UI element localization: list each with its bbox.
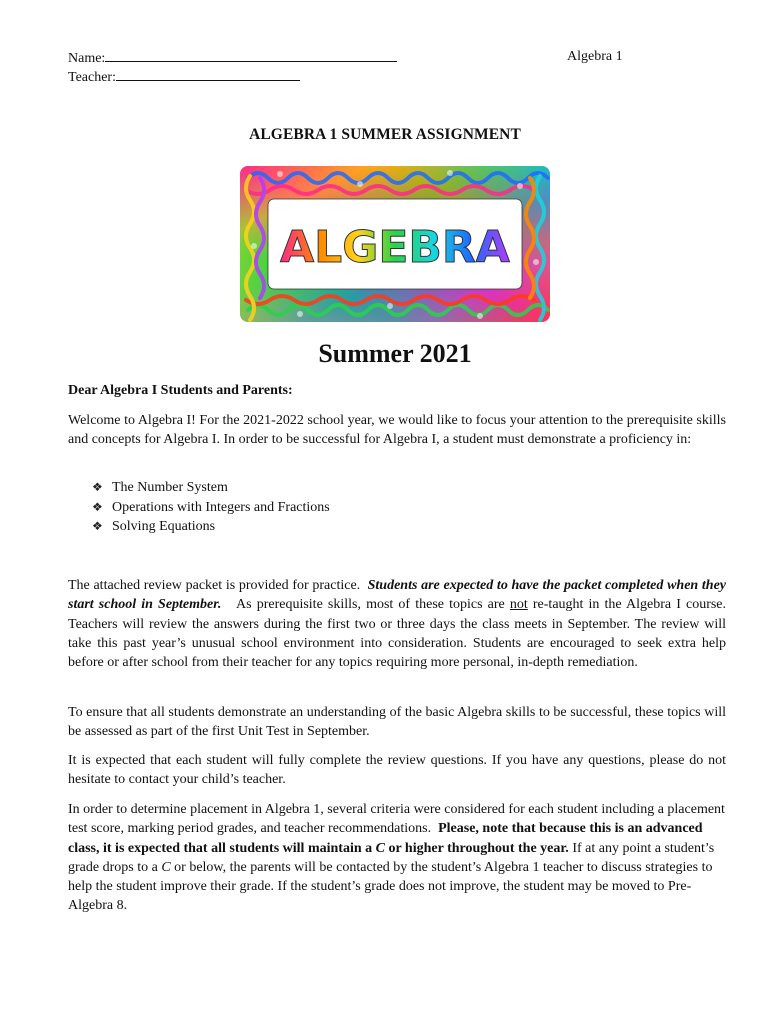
- placement-grade: C: [375, 840, 385, 856]
- diamond-bullet-icon: ❖: [92, 480, 103, 494]
- assessment-paragraph: To ensure that all students demonstrate an understanding of the basic Algebra skills to be successful, these topics will be assessed as part of the first Unit Test in September.: [68, 705, 726, 740]
- diamond-bullet-icon: ❖: [92, 519, 103, 533]
- placement-text-2: If at any point a student’s grade drops to a: [68, 840, 715, 875]
- banner-word: ALGEBRA: [280, 222, 510, 273]
- packet-paragraph: [68, 576, 726, 672]
- topic-text: Solving Equations: [112, 519, 216, 534]
- placement-text-1: In order to determine placement in Algebra 1, several criteria were considered for each student including a placement test score, marking period grades, and teacher recommendations.: [68, 802, 725, 837]
- placement-grade-2: C: [161, 859, 171, 875]
- packet-not: not: [509, 597, 528, 613]
- document-title: ALGEBRA 1 SUMMER ASSIGNMENT: [249, 126, 521, 143]
- topic-text: Operations with Integers and Fractions: [112, 499, 330, 515]
- diamond-bullet-icon: ❖: [92, 499, 103, 514]
- topic-text: The Number System: [112, 480, 228, 495]
- year-heading: Summer 2021: [318, 339, 472, 368]
- course-label: Algebra 1: [567, 49, 623, 64]
- intro-paragraph: Welcome to Algebra I! For the 2021-2022 school year, we would like to focus your attention to the prerequisite skills and concepts for Algebra I. In order to be successful for Algebra I, a student must demonstrate a proficiency in:: [68, 413, 726, 448]
- placement-paragraph: [68, 800, 726, 916]
- teacher-label: Teacher:: [68, 70, 116, 85]
- placement-note: Please, note that because this is an advanced class, it is expected that all students will maintain a: [68, 821, 703, 856]
- name-line: [68, 48, 397, 68]
- packet-text-2: As prerequisite skills, most of these topics are: [236, 597, 505, 613]
- name-blank: [105, 48, 397, 62]
- packet-text-1: The attached review packet is provided for practice.: [68, 578, 361, 593]
- packet-text-3: re-taught in the Algebra I course. Teachers will review the answers during the first two or three days the class meets in September. The review will take this past year’s unusual school environment into consideration. Students are encouraged to seek extra help before or after school from their teacher for any topics requiring more personal, in-depth remediation.: [68, 597, 727, 671]
- algebra-banner: [240, 166, 550, 322]
- name-label: Name:: [68, 51, 106, 66]
- topic-list: [92, 478, 330, 537]
- packet-deadline: Students are expected to have the packet completed when they start school in September.: [68, 578, 727, 613]
- teacher-blank: [116, 67, 300, 81]
- placement-text-3: or below, the parents will be contacted by the student’s Algebra 1 teacher to discuss strategies to help the student improve their grade. If the student’s grade does not improve, the student may be moved to Pre-Algebra 8.: [68, 859, 713, 914]
- list-item: [92, 517, 330, 537]
- list-item: [92, 478, 330, 498]
- teacher-line: [68, 67, 300, 87]
- list-item: [92, 498, 330, 518]
- greeting: Dear Algebra I Students and Parents:: [68, 383, 293, 398]
- placement-note-end: or higher throughout the year.: [388, 840, 569, 856]
- expectation-paragraph: It is expected that each student will fully complete the review questions. If you have any questions, please do not hesitate to contact your child’s teacher.: [68, 753, 726, 788]
